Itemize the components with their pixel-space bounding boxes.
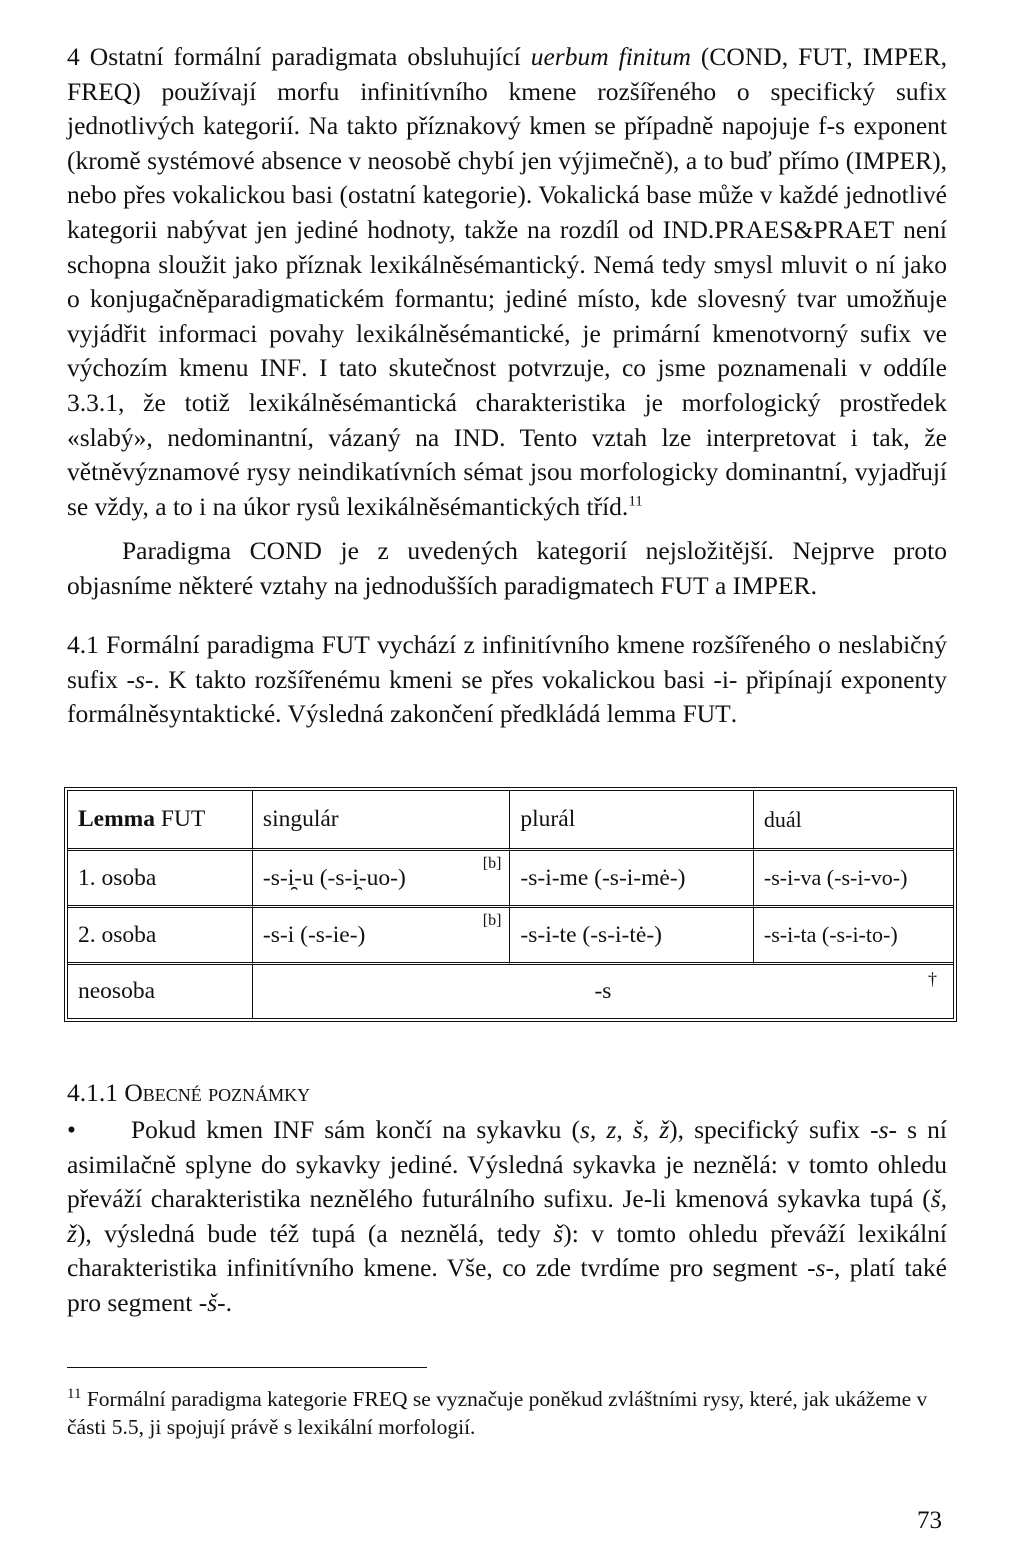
plural-cell: -s-i-me (-s-i-mė-) [510,851,753,908]
paragraph-section-4-1: 4.1 Formální paradigma FUT vychází z infinitívního kmene rozšířeného o neslabičný sufix -s-. K takto rozšířenému kmeni se přes vokalickou basi -i- připínají exponenty formálněsyntaktické. Výsledná zakončení předkládá lemma FUT. [67,630,948,729]
footnote-number: 11 [67,1385,82,1402]
paragraph-intro: 4 Ostatní formální paradigmata obsluhující uerbum finitum (COND, FUT, IMPER, FREQ) používají morfu infinitívního kmene rozšířeného o specifický sufix jednotlivých kategorií. Na takto příznakový kmen se případně napojuje f-s exponent (kromě systémové absence v neosobě chybí jen výjimečně), a to buď přímo (IMPER), nebo přes vokalickou basi (ostatní kategorie). Vokalická base může v každé jednotlivé kategorii nabývat jen jediné hodnoty, takže na rozdíl od IND.PRAES&PRAET není schopna sloužit jako příznak lexikálněsémantický. Nemá tedy smysl mluvit o ní jako o konjugačněparadigmatickém formantu; jediné místo, kde slovesný tvar umožňuje vyjádřit informaci povahy lexikálněsémantické, je primární kmenotvorný sufix ve výchozím kmenu INF. I tato skutečnost potvrzuje, co jsme poznamenali v oddíle 3.3.1, že totiž lexikálněsémantická charakteristika je morfologický prostředek «slabý», nedominantní, vázaný na IND. Tento vztah lze interpretovat i tak, že větněvýznamové rysy neindikatívních sémat jsou morfologicky dominantní, vyjadřují se vždy, a to i na úkor rysů lexikálněsémantických tříd.$^{11}$ [67,42,948,521]
table-row [68,851,953,908]
header-singular: singulár [253,791,510,851]
table-row [68,965,953,1018]
note-mark: [b] [482,855,502,872]
table-header-row [68,791,953,851]
dual-cell: -s-i-ta (-s-i-to-) [754,908,953,965]
footnote: $^{11}$ Formální paradigma kategorie FREQ se vyznačuje poněkud zvláštními rysy, které, jak ukážeme v části 5.5, ji spojují právě s lexikální morfologií. [67,1385,928,1439]
lemma-fut-table [64,787,957,1022]
person-cell: 1. osoba [68,851,253,908]
bullet-paragraph: • Pokud kmen INF sám končí na sykavku (s, z, š, ž), specifický sufix -s- s ní asimilačně splyne do sykavky jediné. Výsledná sykavka je neznělá: v tomto ohledu převáží charakteristika neznělého futurálního sufixu. Je-li kmenová sykavka tupá (š, ž), výsledná bude též tupá (a neznělá, tedy š): v tomto ohledu převáží lexikální charakteristika infinitívního kmene. Vše, co zde tvrdíme pro segment -s-, platí také pro segment -š-. [67,1115,948,1317]
footnote-ref[interactable]: 11 [628,493,643,510]
neosoba-value-cell: -s † [594,969,937,1004]
bullet-icon: • [67,1115,76,1144]
singular-cell: -s-i (-s-ie-) [b] [253,908,510,965]
note-mark: [b] [482,912,502,929]
header-lemma: Lemma FUT [68,791,253,851]
table-row [68,908,953,965]
footnote-divider [67,1367,427,1368]
person-cell: 2. osoba [68,908,253,965]
paragraph-cond: Paradigma COND je z uvedených kategorií nejsložitější. Nejprve proto objasníme některé vztahy na jednodušších paradigmatech FUT a IMPER. [67,536,947,600]
person-cell: neosoba [68,965,253,1018]
header-dual: duál [754,791,953,851]
dagger-mark: † [928,969,937,989]
singular-cell: -s-i̯-u (-s-i̯-uo-) [b] [253,851,510,908]
page-number: 73 [917,1507,942,1534]
header-plural: plurál [510,791,753,851]
dual-cell: -s-i-va (-s-i-vo-) [754,851,953,908]
section-heading-4-1-1: 4.1.1 Obecné poznámky [67,1078,311,1107]
plural-cell: -s-i-te (-s-i-tė-) [510,908,753,965]
